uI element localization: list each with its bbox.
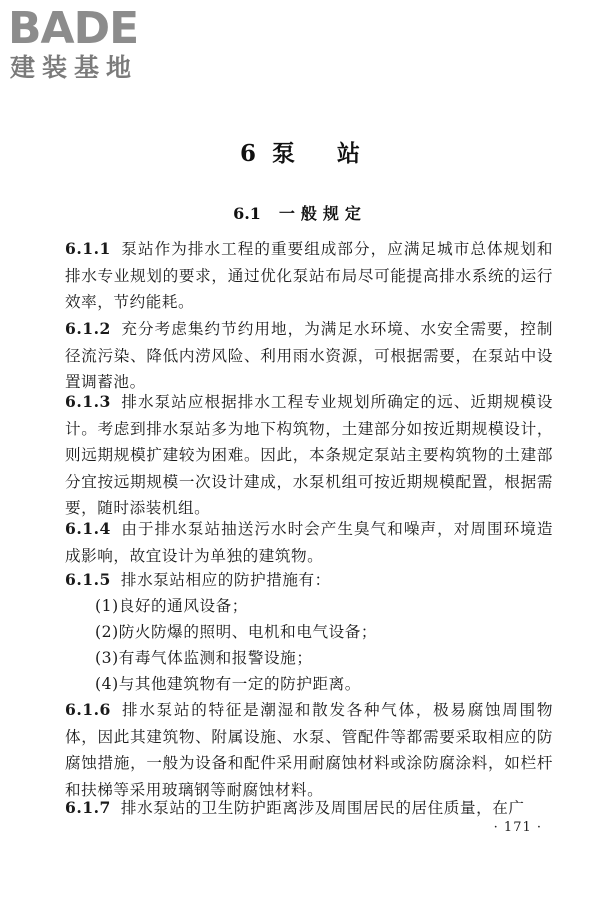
clause-6-1-6 (65, 697, 553, 803)
list-item: (3)有毒气体监测和报警设施； (95, 649, 313, 667)
chapter-title (0, 140, 600, 168)
clause-text: 排水泵站的特征是潮湿和散发各种气体，极易腐蚀周围物体，因此其建筑物、附属设施、水泵、管配件等都需要采取相应的防腐蚀措施，一般为设备和配件采用耐腐蚀材料或涂防腐涂料，如栏杆和扶梯等采用玻璃钢等耐腐蚀材料。 (65, 701, 553, 799)
section-title (0, 204, 600, 224)
clause-6-1-4 (65, 516, 553, 569)
clause-text: 排水泵站应根据排水工程专业规划所确定的远、近期规模设计。考虑到排水泵站多为地下构筑物，土建部分如按近期规模设计，则远期规模扩建较为困难。因此，本条规定泵站主要构筑物的土建部分宜按远期规模一次设计建成，水泵机组可按近期规模配置，根据需要，随时添装机组。 (65, 393, 553, 518)
section-heading: 一般规定 (278, 204, 367, 223)
clause-6-1-3 (65, 389, 553, 522)
clause-text: 排水泵站的卫生防护距离涉及周围居民的居住质量，在广 (120, 799, 525, 817)
list-item: (1)良好的通风设备； (95, 597, 248, 615)
clause-number: 6.1.4 (65, 519, 111, 538)
clause-number: 6.1.1 (65, 239, 111, 258)
clause-number: 6.1.7 (65, 798, 111, 817)
clause-text: 排水泵站相应的防护措施有： (120, 571, 331, 589)
chapter-number: 6 (239, 140, 256, 167)
clause-text: 泵站作为排水工程的重要组成部分，应满足城市总体规划和排水专业规划的要求，通过优化泵站布局尽可能提高排水系统的运行效率，节约能耗。 (65, 240, 553, 312)
bade-logo (8, 3, 178, 88)
clause-6-1-5 (65, 567, 553, 594)
clause-text: 充分考虑集约节约用地，为满足水环境、水安全需要，控制径流污染、降低内涝风险、利用雨水资源，可根据需要，在泵站中设置调蓄池。 (65, 320, 553, 392)
clause-number: 6.1.2 (65, 319, 111, 338)
section-number: 6.1 (233, 204, 261, 223)
logo-wordmark: BADE (8, 3, 139, 54)
list-item: (2)防火防爆的照明、电机和电气设备； (95, 623, 378, 641)
clause-6-1-7 (65, 795, 553, 822)
clause-number: 6.1.6 (65, 700, 111, 719)
page-number: · 171 · (493, 820, 542, 835)
logo-subtitle: 建装基地 (10, 53, 139, 82)
chapter-title-char-2: 站 (337, 140, 360, 167)
clause-6-1-2 (65, 316, 553, 396)
chapter-title-char-1: 泵 (272, 140, 295, 167)
clause-6-1-1 (65, 236, 553, 316)
list-item: (4)与其他建筑物有一定的防护距离。 (95, 675, 361, 693)
clause-number: 6.1.5 (65, 570, 111, 589)
clause-number: 6.1.3 (65, 392, 111, 411)
clause-text: 由于排水泵站抽送污水时会产生臭气和噪声，对周围环境造成影响，故宜设计为单独的建筑物。 (65, 520, 553, 565)
